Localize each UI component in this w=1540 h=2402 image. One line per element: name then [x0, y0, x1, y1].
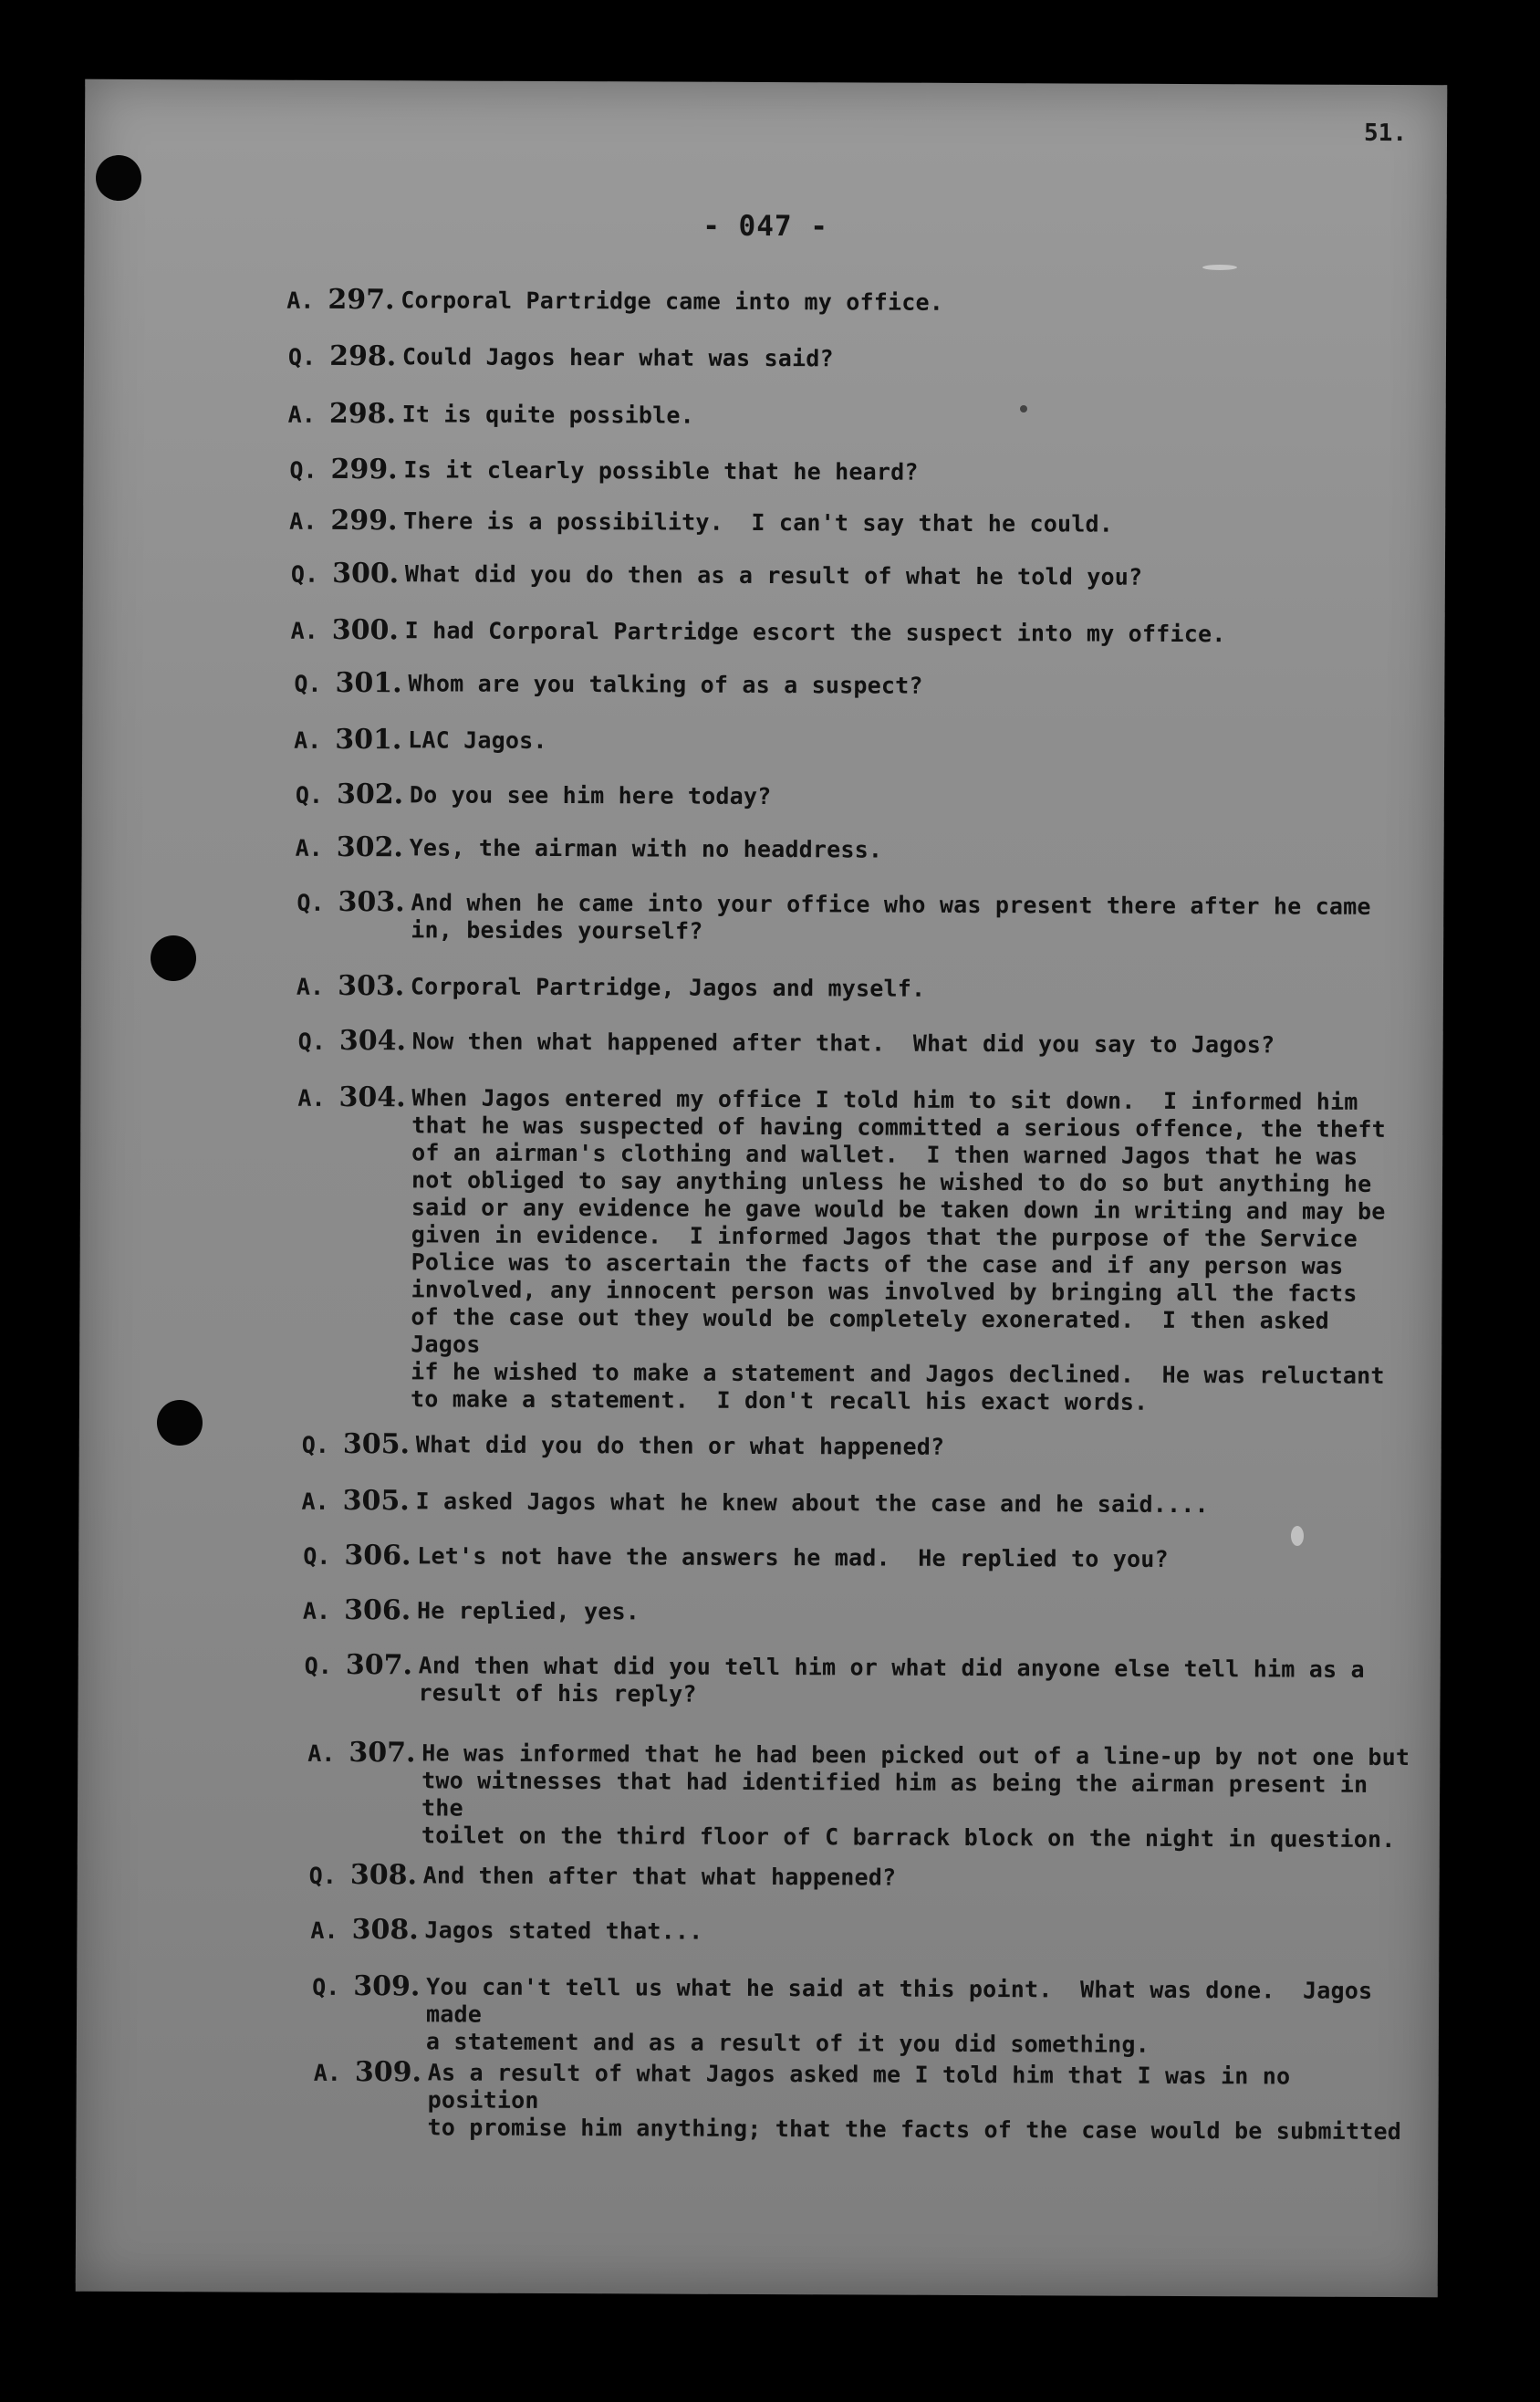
question-number: 309.	[354, 2056, 422, 2089]
answer-entry	[290, 613, 1415, 650]
question-number: 307.	[349, 1737, 416, 1770]
speaker-label: A.	[290, 617, 318, 644]
speaker-label: Q.	[297, 889, 325, 916]
entry-text: And when he came into your office who was present there after he came in, besides yourself?	[411, 889, 1371, 945]
answer-entry	[287, 397, 1416, 433]
question-number: 308.	[349, 1859, 418, 1892]
speaker-label: A.	[310, 1916, 338, 1944]
entry-number	[289, 453, 403, 486]
answer-entry	[310, 1916, 1409, 1949]
entry-number	[313, 2056, 427, 2142]
entry-number	[290, 557, 405, 590]
question-entry	[304, 1649, 1410, 1711]
entry-number	[303, 1542, 417, 1572]
answer-entry	[301, 1485, 1410, 1520]
entry-text: You can't tell us what he said at this point. What was done. Jagos made a statement and as a result of it you did something.	[425, 1973, 1387, 2058]
entry-text: And then after that what happened?	[422, 1862, 897, 1891]
folio-number: 51.	[1364, 119, 1408, 148]
entry-text: There is a possibility. I can't say that he could.	[403, 507, 1114, 538]
entry-text: And then what did you tell him or what did anyone else tell him as a result of his reply?	[418, 1652, 1365, 1708]
question-number: 306.	[344, 1594, 411, 1627]
entry-text: He was informed that he had been picked out of a line-up by not one but two witnesses that had identified him as being the airman present in the toilet on the third floor of C barrack block on the night in question.	[421, 1739, 1410, 1854]
entry-number	[290, 613, 405, 647]
question-number: 306.	[344, 1540, 411, 1572]
question-entry	[308, 1859, 1410, 1895]
transcript-body	[76, 79, 1448, 2297]
question-number: 305.	[342, 1428, 411, 1461]
entry-text: Corporal Partridge came into my office.	[401, 287, 944, 316]
question-entry	[295, 778, 1414, 814]
entry-number	[287, 339, 402, 373]
entry-text: I asked Jagos what he knew about the case and he said....	[415, 1488, 1209, 1519]
question-number: 308.	[351, 1914, 419, 1947]
entry-number	[295, 778, 410, 811]
question-number: 309.	[353, 1970, 421, 2003]
entry-number	[296, 969, 411, 1003]
question-number: 305.	[342, 1485, 410, 1518]
entry-number	[304, 1649, 419, 1708]
answer-entry	[297, 1081, 1413, 1417]
entry-text: He replied, yes.	[416, 1597, 640, 1625]
speaker-label: A.	[296, 973, 325, 1000]
speaker-label: A.	[295, 834, 323, 862]
question-number: 298.	[329, 339, 397, 373]
speaker-label: Q.	[301, 1431, 329, 1458]
entry-text: When Jagos entered my office I told him to sit down. I informed him that he was suspected of having committed a serious offence, the theft of an airman's clothing and wallet. I then warned Jagos that he was not obliged to say anything unless he wished to do so but anything he said or any evidence he gave would be taken down in writing and may be given in evidence. I informed Jagos that the purpose of the Service Police was to ascertain the facts of the case and if any person was involved, any innocent person was involved by bringing all the facts of the case out they would be completely exonerated. I then asked Jagos if he wished to make a statement and Jagos declined. He was reluctant to make a statement. I don't recall his exact words.	[410, 1084, 1386, 1415]
entry-text: What did you do then as a result of what he told you?	[404, 560, 1143, 590]
answer-entry	[307, 1739, 1410, 1854]
entry-text: Could Jagos hear what was said?	[401, 343, 834, 372]
answer-entry	[313, 2056, 1408, 2146]
speaker-label: A.	[307, 1739, 336, 1767]
question-entry	[297, 885, 1413, 948]
entry-text: As a result of what Jagos asked me I told him that I was in no position to promise him anything; that the facts of the case would be submitted	[427, 2059, 1402, 2146]
entry-text: Jagos stated that...	[424, 1916, 703, 1945]
speaker-label: A.	[287, 401, 316, 428]
answer-entry	[302, 1594, 1410, 1630]
speaker-label: Q.	[294, 670, 322, 697]
entry-text: Whom are you talking of as a suspect?	[408, 670, 923, 699]
answer-entry	[295, 830, 1414, 867]
speaker-label: Q.	[295, 781, 324, 809]
speaker-label: Q.	[297, 1028, 326, 1055]
entry-number	[295, 830, 410, 864]
punch-hole-middle	[151, 935, 196, 981]
speaker-label: Q.	[303, 1542, 331, 1570]
entry-text: Yes, the airman with no headdress.	[409, 834, 883, 863]
question-number: 302.	[336, 778, 404, 811]
question-entry	[303, 1542, 1410, 1575]
speaker-label: Q.	[287, 343, 317, 371]
speaker-label: Q.	[304, 1652, 332, 1679]
entry-number	[287, 397, 402, 431]
speaker-label: A.	[297, 1084, 326, 1112]
entry-number	[302, 1594, 417, 1627]
entry-text: It is quite possible.	[401, 401, 695, 429]
speaker-label: Q.	[308, 1862, 337, 1889]
entry-text: What did you do then or what happened?	[415, 1431, 945, 1460]
speaker-label: A.	[302, 1597, 331, 1624]
answer-entry	[294, 723, 1414, 759]
entry-text: Is it clearly possible that he heard?	[403, 456, 919, 486]
entry-number	[289, 504, 403, 538]
answer-entry	[296, 969, 1413, 1006]
speaker-label: Q.	[312, 1973, 340, 2000]
speaker-label: Q.	[289, 456, 317, 484]
speaker-label: A.	[294, 726, 322, 754]
question-entry	[287, 339, 1416, 376]
question-number: 299.	[330, 504, 398, 538]
dust-speck	[1020, 405, 1027, 413]
answer-entry	[286, 283, 1416, 319]
speaker-label: A.	[289, 507, 317, 535]
entry-text: Now then what happened after that. What did you say to Jagos?	[411, 1028, 1275, 1059]
question-number: 303.	[338, 885, 405, 919]
entry-text: Let's not have the answers he mad. He replied to you?	[417, 1542, 1169, 1572]
page-number: - 047 -	[702, 209, 829, 244]
entry-number	[308, 1859, 423, 1892]
dust-speck	[1291, 1526, 1304, 1546]
entry-number	[297, 1024, 412, 1058]
entry-number	[297, 1081, 412, 1414]
question-number: 301.	[335, 666, 402, 700]
entry-text: Do you see him here today?	[409, 781, 772, 810]
entry-number	[312, 1970, 426, 2056]
speaker-label: Q.	[290, 560, 319, 588]
question-number: 299.	[330, 453, 398, 486]
question-entry	[312, 1970, 1409, 2060]
speaker-label: A.	[286, 287, 315, 314]
entry-number	[310, 1916, 424, 1946]
entry-text: Corporal Partridge, Jagos and myself.	[410, 973, 926, 1002]
question-number: 300.	[331, 613, 399, 647]
question-number: 297.	[328, 283, 395, 317]
question-number: 303.	[338, 969, 405, 1003]
entry-number	[294, 666, 408, 700]
question-entry	[297, 1024, 1413, 1060]
entry-number	[297, 885, 411, 945]
question-number: 298.	[328, 397, 397, 431]
question-number: 302.	[336, 830, 403, 864]
punch-hole-top	[96, 155, 141, 201]
question-entry	[290, 557, 1415, 593]
question-entry	[301, 1428, 1411, 1464]
entry-number	[286, 283, 401, 317]
entry-number	[301, 1485, 415, 1518]
entry-number	[301, 1428, 416, 1461]
document-page	[76, 79, 1448, 2297]
question-entry	[289, 453, 1415, 489]
question-number: 304.	[338, 1081, 406, 1114]
speaker-label: A.	[313, 2059, 341, 2086]
dust-speck	[1202, 265, 1237, 270]
entry-text: LAC Jagos.	[408, 726, 547, 754]
entry-text: I had Corporal Partridge escort the suspect into my office.	[404, 617, 1226, 648]
entry-number	[294, 723, 408, 757]
answer-entry	[289, 504, 1415, 540]
punch-hole-lower	[157, 1400, 203, 1446]
question-number: 307.	[345, 1649, 413, 1682]
question-number: 304.	[338, 1024, 407, 1058]
entry-number	[307, 1739, 422, 1850]
question-number: 301.	[335, 723, 402, 757]
question-entry	[294, 666, 1414, 703]
speaker-label: A.	[301, 1488, 329, 1515]
question-number: 300.	[332, 557, 400, 590]
